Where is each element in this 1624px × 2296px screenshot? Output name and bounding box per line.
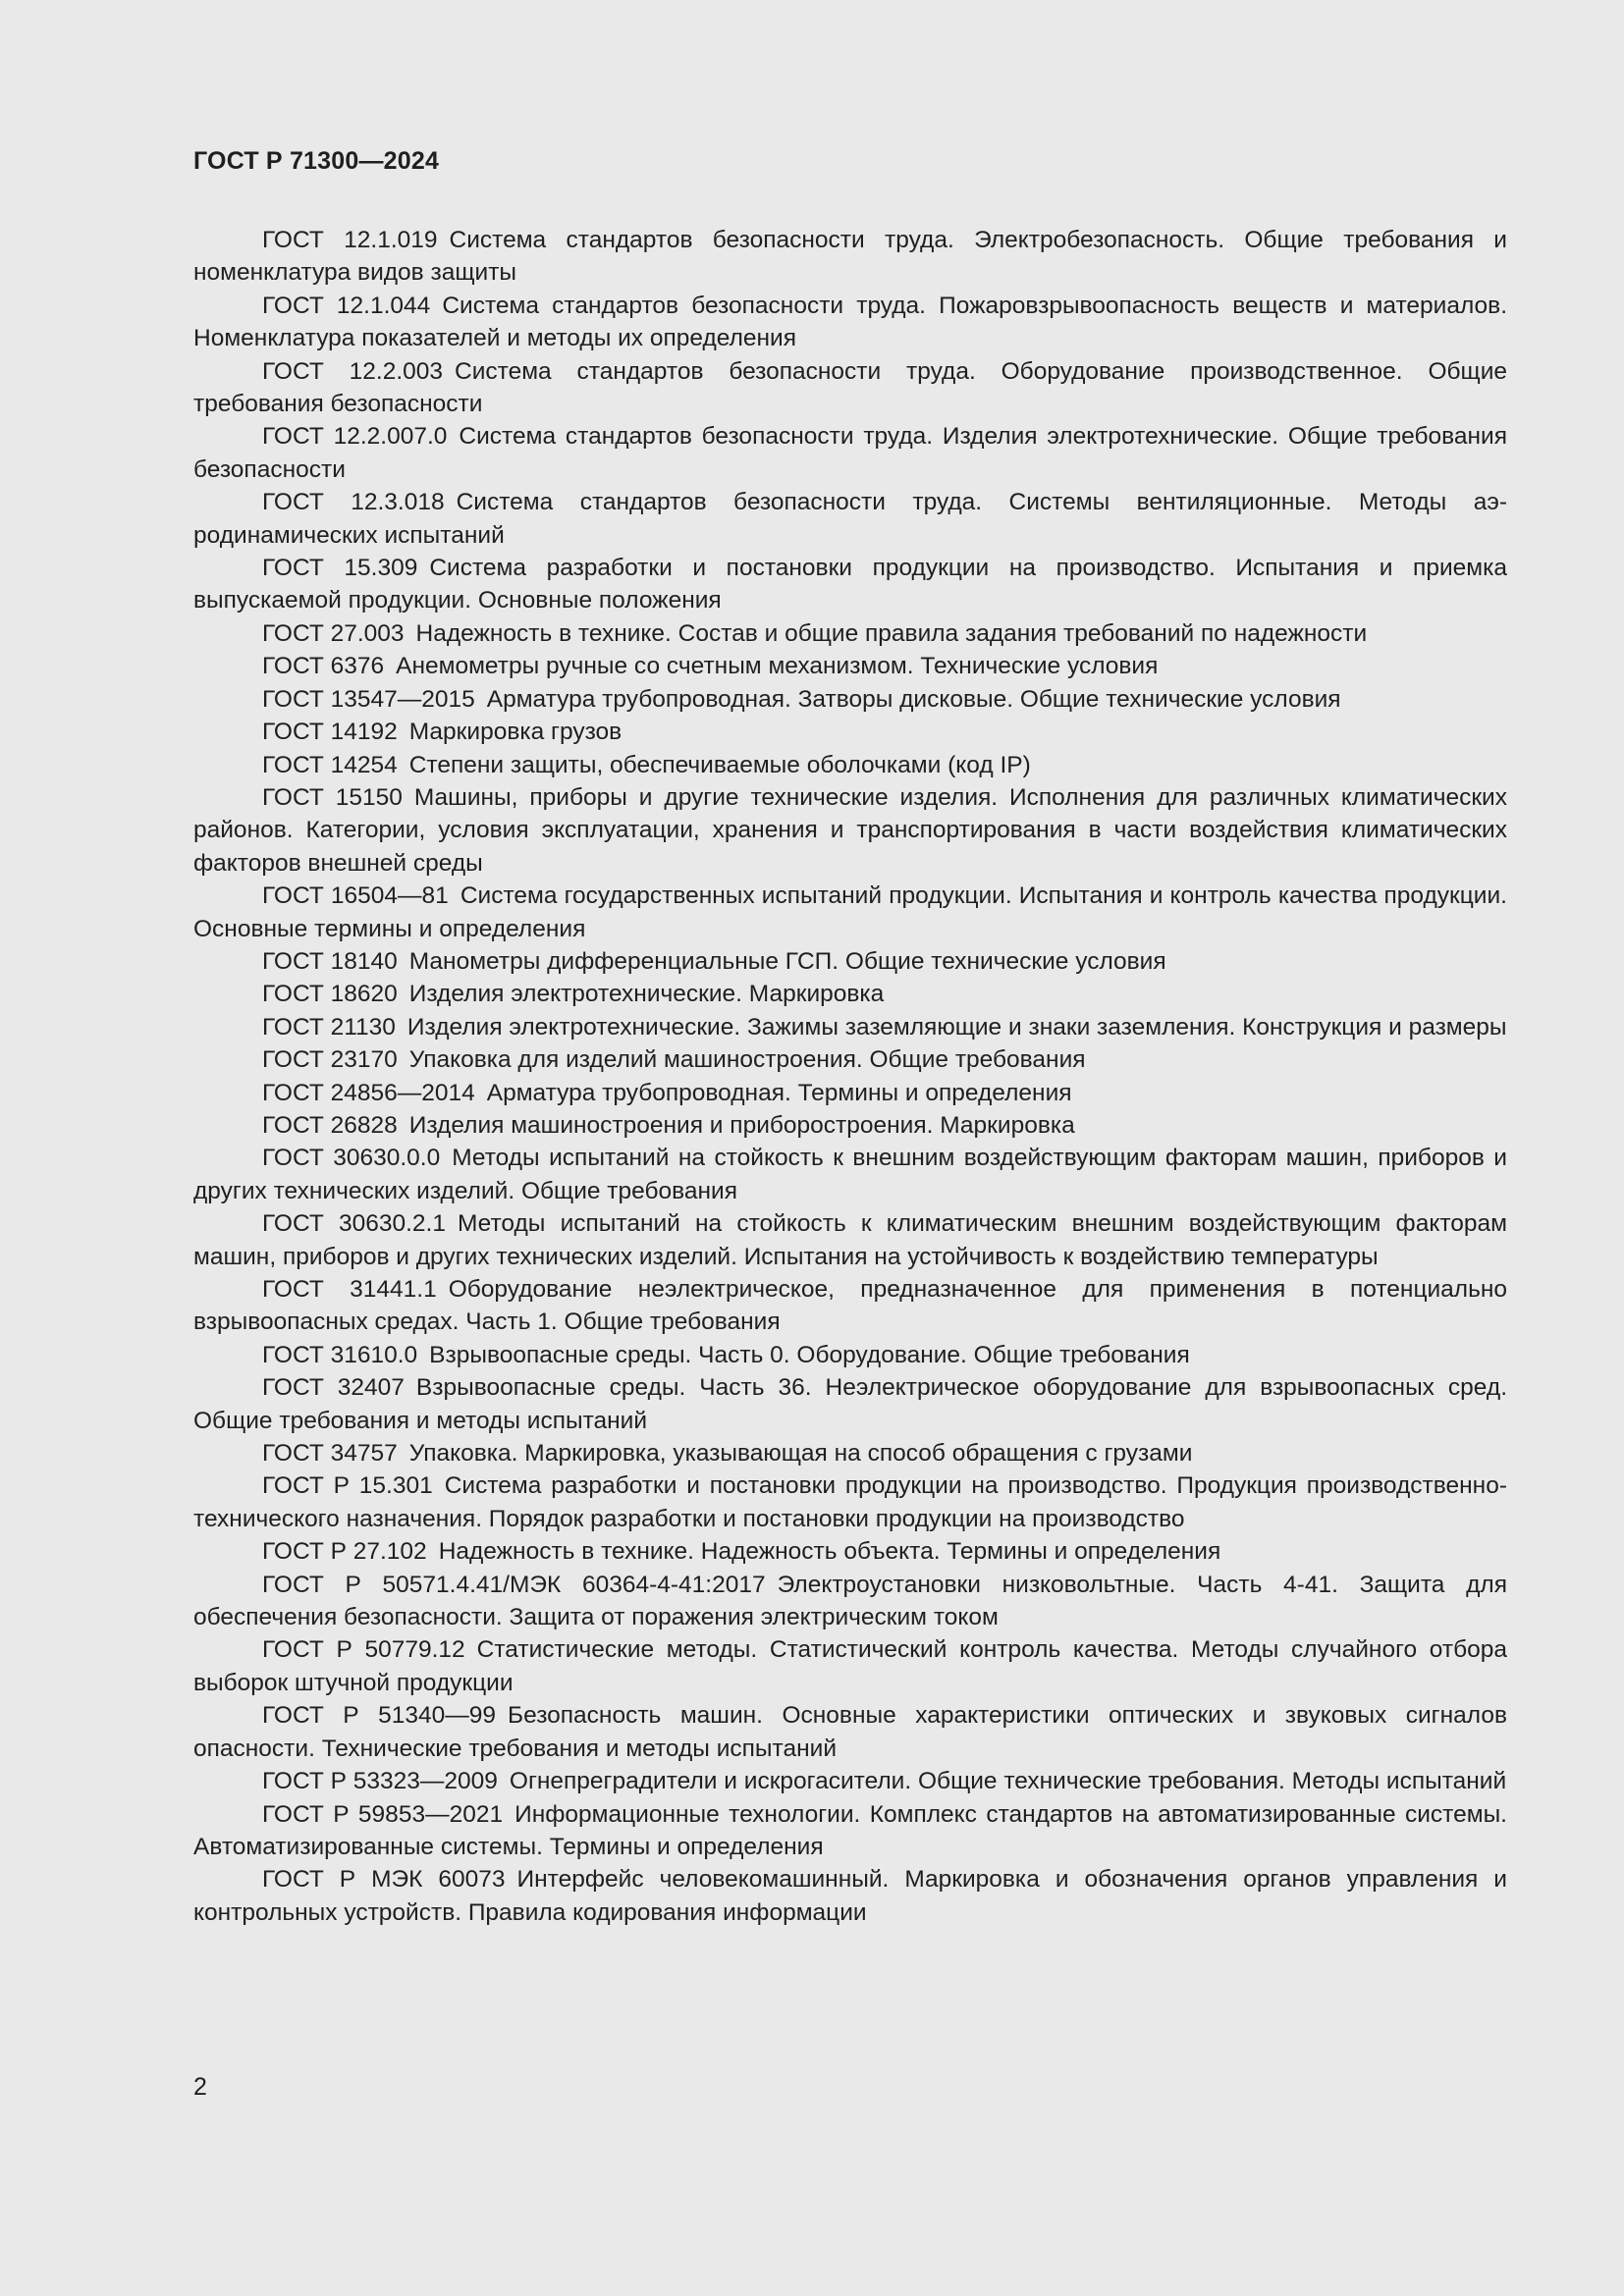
- reference-item: [193, 1273, 1507, 1339]
- reference-code: ГОСТ 32407: [262, 1374, 405, 1402]
- reference-title: Методы испытаний на стойкость к климатическим внешним воздействующим факторам машин, приборов и других технических изделий. Испытания на устойчивость к воздействию температуры: [193, 1210, 1507, 1270]
- reference-item: [193, 1569, 1507, 1634]
- reference-title: Надежность в технике. Состав и общие правила задания требований по надежности: [415, 619, 1368, 647]
- reference-item: [193, 1633, 1507, 1699]
- reference-title: Маркировка грузов: [408, 719, 623, 746]
- reference-title: Система стандартов безопасности труда. Оборудование производственное. Общие требования безопасности: [193, 357, 1508, 418]
- reference-title: Взрывоопасные среды. Часть 36. Неэлектрическое оборудование для взрывоопасных сред. Общие требования и методы испытаний: [193, 1374, 1507, 1434]
- reference-title: Система стандартов безопасности труда. Электробезопасность. Общие требования и номенклатура видов защиты: [193, 227, 1507, 287]
- reference-item: [193, 749, 1507, 781]
- reference-title: Информационные технологии. Комплекс стандартов на автоматизированные системы. Автоматизированные системы. Термины и определения: [193, 1800, 1507, 1860]
- reference-title: Надежность в технике. Надежность объекта. Термины и определения: [438, 1538, 1221, 1566]
- reference-code: ГОСТ 18140: [262, 947, 398, 975]
- reference-code: ГОСТ 12.2.003: [262, 357, 444, 385]
- reference-item: [193, 1339, 1507, 1371]
- reference-code: ГОСТ 12.1.019: [262, 227, 438, 253]
- reference-title: Система стандартов безопасности труда. Системы вентиляционные. Методы аэродинамических испытаний: [193, 489, 1507, 549]
- reference-item: [193, 1043, 1507, 1076]
- reference-item: [193, 420, 1507, 486]
- reference-title: Машины, приборы и другие технические изделия. Исполнения для различных климатических районов. Категории, условия эксплуатации, хранения и транспортирования в части воздействия климатических факторов внешней среды: [193, 783, 1507, 877]
- document-code-header: ГОСТ Р 71300—2024: [193, 147, 440, 175]
- reference-title: Методы испытаний на стойкость к внешним воздействующим факторам машин, приборов и других технических изделий. Общие требования: [193, 1145, 1507, 1204]
- reference-code: ГОСТ 18620: [262, 981, 398, 1008]
- reference-code: ГОСТ 26828: [262, 1111, 398, 1139]
- reference-code: ГОСТ 24856—2014: [262, 1079, 475, 1106]
- reference-item: [193, 1798, 1507, 1864]
- reference-code: ГОСТ 12.2.007.0: [262, 423, 448, 451]
- reference-title: Система стандартов безопасности труда. Изделия электротехнические. Общие требования безопасности: [193, 423, 1507, 483]
- reference-item: [193, 978, 1507, 1010]
- reference-code: ГОСТ Р 53323—2009: [262, 1768, 498, 1795]
- normative-references-list: [193, 224, 1507, 1929]
- reference-code: ГОСТ 6376: [262, 653, 385, 680]
- reference-code: ГОСТ 21130: [262, 1013, 396, 1041]
- reference-code: ГОСТ Р 50779.12: [262, 1636, 465, 1664]
- reference-item: [193, 1077, 1507, 1109]
- reference-item: [193, 1863, 1507, 1929]
- reference-item: [193, 1142, 1507, 1207]
- reference-item: [193, 1469, 1507, 1535]
- reference-code: ГОСТ 13547—2015: [262, 685, 475, 713]
- reference-item: [193, 1011, 1507, 1043]
- reference-title: Оборудование неэлектрическое, предназначенное для применения в потенциально взрывоопасных средах. Часть 1. Общие требования: [193, 1276, 1508, 1336]
- reference-code: ГОСТ Р 27.102: [262, 1538, 427, 1566]
- reference-title: Система стандартов безопасности труда. Пожаровзрывоопасность веществ и материалов. Номенклатура показателей и методы их определения: [193, 292, 1508, 352]
- reference-item: [193, 1109, 1507, 1142]
- reference-item: [193, 290, 1507, 355]
- reference-title: Манометры дифференциальные ГСП. Общие технические условия: [408, 947, 1166, 975]
- reference-item: [193, 355, 1507, 421]
- reference-item: [193, 1371, 1507, 1437]
- reference-title: Изделия машиностроения и приборостроения. Маркировка: [408, 1111, 1075, 1139]
- reference-title: Изделия электротехнические. Маркировка: [408, 981, 885, 1008]
- reference-code: ГОСТ 31610.0: [262, 1341, 418, 1368]
- reference-item: [193, 1207, 1507, 1273]
- reference-item: [193, 1535, 1507, 1568]
- reference-code: ГОСТ Р МЭК 60073: [262, 1866, 506, 1894]
- reference-code: ГОСТ 23170: [262, 1046, 398, 1074]
- reference-item: [193, 781, 1507, 880]
- reference-item: [193, 1699, 1507, 1765]
- reference-title: Взрывоопасные среды. Часть 0. Оборудование. Общие требования: [429, 1341, 1190, 1368]
- reference-item: [193, 617, 1507, 650]
- reference-item: [193, 486, 1507, 552]
- reference-code: ГОСТ Р 50571.4.41/МЭК 60364-4-41:2017: [262, 1571, 766, 1598]
- reference-item: [193, 1437, 1507, 1469]
- reference-item: [193, 945, 1507, 978]
- reference-code: ГОСТ Р 15.301: [262, 1472, 433, 1500]
- reference-title: Степени защиты, обеспечиваемые оболочками (код IP): [408, 751, 1031, 778]
- reference-code: ГОСТ 16504—81: [262, 882, 449, 910]
- reference-item: [193, 683, 1507, 716]
- reference-title: Электроустановки низковольтные. Часть 4-41. Защита для обеспечения безопасности. Защита от поражения электрическим током: [193, 1571, 1507, 1631]
- reference-code: ГОСТ 30630.2.1: [262, 1210, 446, 1238]
- reference-code: ГОСТ 27.003: [262, 619, 405, 647]
- reference-code: ГОСТ 15.309: [262, 555, 418, 582]
- reference-title: Статистические методы. Статистический контроль качества. Методы случайного отбора выборок штучной продукции: [193, 1636, 1507, 1696]
- reference-item: [193, 650, 1507, 682]
- reference-code: ГОСТ Р 51340—99: [262, 1702, 497, 1730]
- reference-code: ГОСТ 30630.0.0: [262, 1145, 441, 1172]
- reference-title: Упаковка для изделий машиностроения. Общие требования: [408, 1046, 1086, 1074]
- reference-item: [193, 716, 1507, 748]
- reference-item: [193, 224, 1507, 290]
- reference-title: Система государственных испытаний продукции. Испытания и контроль качества продукции. Основные термины и определения: [193, 882, 1507, 942]
- reference-code: ГОСТ 14192: [262, 719, 398, 746]
- reference-item: [193, 1765, 1507, 1797]
- reference-title: Система разработки и постановки продукции на производство. Продукция производственно-технического назначения. Порядок разработки и постановки продукции на производство: [193, 1472, 1507, 1532]
- reference-title: Изделия электротехнические. Зажимы заземляющие и знаки заземления. Конструкция и размеры: [406, 1013, 1507, 1041]
- reference-title: Безопасность машин. Основные характеристики оптических и звуковых сигналов опасности. Технические требования и методы испытаний: [193, 1702, 1507, 1762]
- reference-title: Арматура трубопроводная. Затворы дисковые. Общие технические условия: [486, 685, 1341, 713]
- reference-title: Система разработки и постановки продукции на производство. Испытания и приемка выпускаемой продукции. Основные положения: [193, 555, 1507, 614]
- reference-item: [193, 880, 1507, 945]
- reference-code: ГОСТ 15150: [262, 783, 403, 811]
- reference-code: ГОСТ Р 59853—2021: [262, 1800, 504, 1828]
- reference-code: ГОСТ 14254: [262, 751, 398, 778]
- reference-title: Огнепреградители и искрогасители. Общие технические требования. Методы испытаний: [509, 1768, 1507, 1795]
- reference-title: Интерфейс человекомашинный. Маркировка и обозначения органов управления и контрольных устройств. Правила кодирования информации: [193, 1866, 1507, 1926]
- reference-title: Анемометры ручные со счетным механизмом. Технические условия: [396, 653, 1159, 680]
- page-number: 2: [193, 2073, 207, 2101]
- reference-item: [193, 552, 1507, 617]
- reference-title: Арматура трубопроводная. Термины и определения: [486, 1079, 1072, 1106]
- reference-code: ГОСТ 12.1.044: [262, 292, 431, 319]
- reference-title: Упаковка. Маркировка, указывающая на способ обращения с грузами: [408, 1440, 1193, 1468]
- reference-code: ГОСТ 34757: [262, 1440, 398, 1468]
- reference-code: ГОСТ 12.3.018: [262, 489, 445, 516]
- reference-code: ГОСТ 31441.1: [262, 1276, 437, 1303]
